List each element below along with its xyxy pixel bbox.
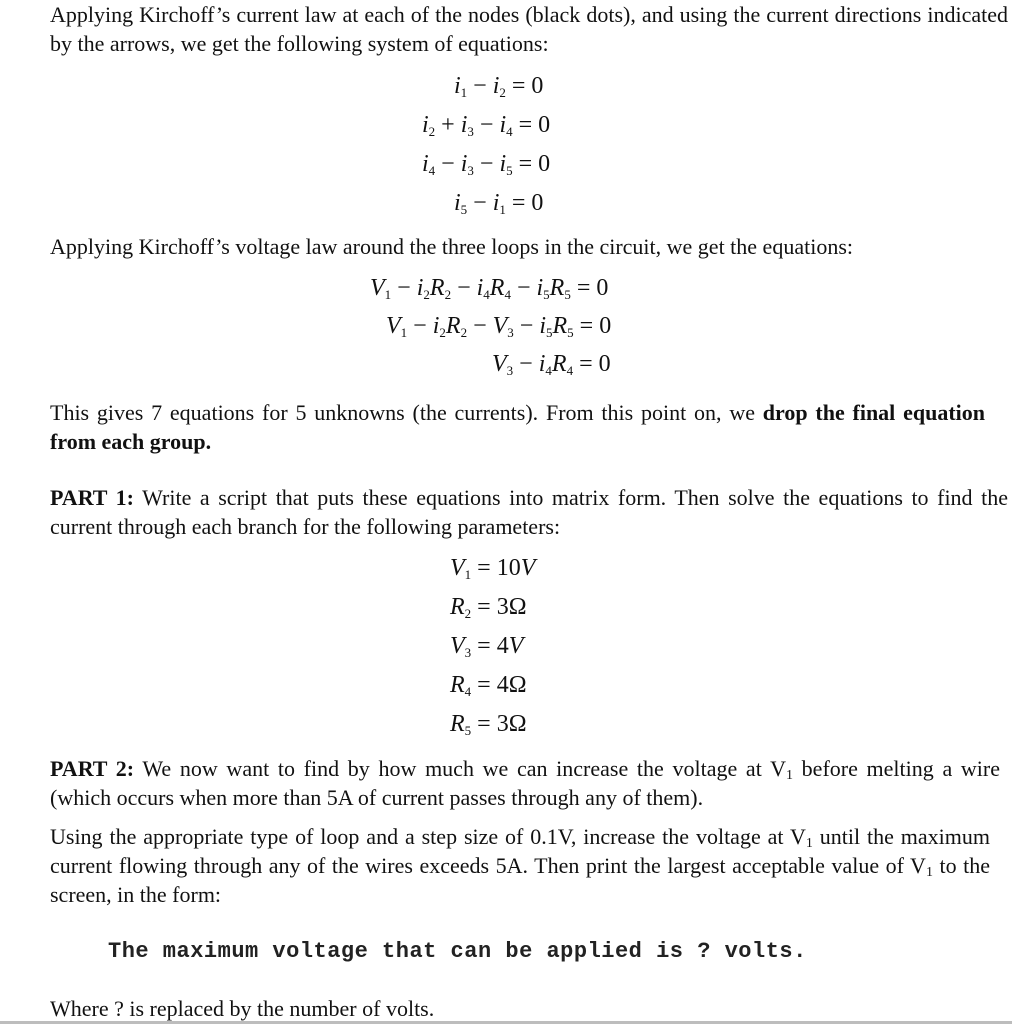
part2-label: PART 2: <box>50 756 135 781</box>
part1-paragraph <box>50 483 1008 541</box>
kcl-equation-1: $i_1 - i_2 = 0$ <box>454 73 544 100</box>
param-r5: $R_5 = 3\Omega$ <box>450 711 527 738</box>
part2-text-a: We now want to find by how much we can increase the voltage at V <box>134 756 786 781</box>
part2-text-b: before melting a wire (which occurs when more than 5A of current passes through any of them). <box>50 756 1000 810</box>
parameter-block <box>50 552 1008 742</box>
part1-label: PART 1: <box>50 485 134 510</box>
v1-subscript: 1 <box>786 768 793 783</box>
part2-instr-b: until the maximum current flowing through any of the wires exceeds 5A. Then print the largest acceptable value of V <box>50 824 990 878</box>
param-r2: $R_2 = 3\Omega$ <box>450 594 527 621</box>
param-v3: $V_3 = 4V$ <box>450 633 524 660</box>
kcl-equation-2: $i_2 + i_3 - i_4 = 0$ <box>422 112 551 139</box>
v1-subscript: 1 <box>805 836 813 851</box>
part2-paragraph <box>50 754 1000 812</box>
kvl-equation-3: $V_3 - i_4R_4 = 0$ <box>492 351 611 378</box>
param-r4: $R_4 = 4\Omega$ <box>450 672 527 699</box>
kcl-intro-paragraph: Applying Kirchoff’s current law at each of the nodes (black dots), and using the current directions indicated by the arrows, we get the following system of equations: <box>50 2 1008 56</box>
part2-instr-c: to the screen, in the form: <box>50 853 990 907</box>
summary-paragraph <box>50 398 985 456</box>
kvl-equation-1: $V_1 - i_2R_2 - i_4R_4 - i_5R_5 = 0$ <box>370 275 609 302</box>
summary-text: This gives 7 equations for 5 unknowns (the currents). From this point on, we <box>50 400 763 425</box>
kcl-equation-3: $i_4 - i_3 - i_5 = 0$ <box>422 151 551 178</box>
summary-bold-text: drop the final equation from each group. <box>50 400 985 454</box>
param-v1: $V_1 = 10V$ <box>450 555 536 582</box>
part2-instructions-paragraph <box>50 822 990 909</box>
code-output-line: The maximum voltage that can be applied is ? volts. <box>108 939 807 964</box>
kvl-intro-paragraph: Applying Kirchoff’s voltage law around the three loops in the circuit, we get the equations: <box>50 234 853 259</box>
v1-subscript: 1 <box>925 865 933 880</box>
footer-note: Where ? is replaced by the number of volts. <box>50 996 435 1021</box>
part1-text: Write a script that puts these equations into matrix form. Then solve the equations to find the current through each branch for the following parameters: <box>50 485 1008 539</box>
kcl-equation-4: $i_5 - i_1 = 0$ <box>454 190 544 217</box>
kvl-equation-block <box>50 272 1008 382</box>
part2-instr-a: Using the appropriate type of loop and a step size of 0.1V, increase the voltage at V <box>50 824 806 849</box>
kcl-equation-block <box>50 70 1008 217</box>
kvl-equation-2: $V_1 - i_2R_2 - V_3 - i_5R_5 = 0$ <box>386 313 612 340</box>
